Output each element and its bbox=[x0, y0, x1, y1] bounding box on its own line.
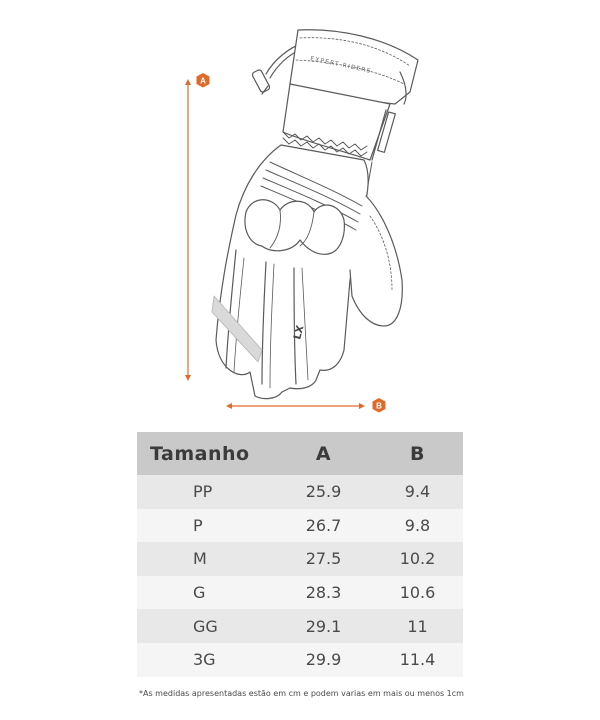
dimension-a-label: A bbox=[200, 76, 206, 86]
cell-b: 10.6 bbox=[399, 583, 436, 603]
cell-a: 28.3 bbox=[305, 583, 342, 603]
table-row bbox=[137, 509, 463, 543]
cell-a: 29.9 bbox=[305, 650, 342, 670]
cell-size: M bbox=[193, 549, 207, 569]
dimension-b-badge bbox=[373, 398, 386, 413]
header-b: B bbox=[372, 432, 463, 475]
cell-b: 9.8 bbox=[404, 515, 431, 535]
table-row bbox=[137, 542, 463, 576]
cell-b: 10.2 bbox=[399, 549, 436, 569]
table-row bbox=[137, 475, 463, 509]
cell-a: 25.9 bbox=[305, 482, 342, 502]
logo-text: LX bbox=[292, 324, 307, 341]
header-a: A bbox=[275, 432, 372, 475]
table-header-row bbox=[137, 432, 463, 475]
cell-a: 29.1 bbox=[305, 616, 342, 636]
brand-text: EXPERT RIDERS bbox=[309, 55, 373, 75]
cell-b: 11.4 bbox=[399, 650, 436, 670]
size-table bbox=[137, 432, 463, 677]
table-row bbox=[137, 643, 463, 677]
cell-size: PP bbox=[193, 482, 213, 502]
footnote: *As medidas apresentadas estão em cm e podem varias em mais ou menos 1cm bbox=[139, 689, 464, 698]
cell-size: G bbox=[193, 583, 206, 603]
cell-size: 3G bbox=[193, 650, 216, 670]
table-row bbox=[137, 576, 463, 610]
cell-b: 9.4 bbox=[404, 482, 431, 502]
cell-a: 26.7 bbox=[305, 515, 342, 535]
table-row bbox=[137, 609, 463, 643]
header-size: Tamanho bbox=[137, 432, 275, 475]
cell-b: 11 bbox=[407, 616, 428, 636]
glove-drawing bbox=[212, 30, 418, 399]
cell-a: 27.5 bbox=[305, 549, 342, 569]
dimension-b-label: B bbox=[376, 401, 382, 411]
cell-size: P bbox=[193, 515, 203, 535]
cell-size: GG bbox=[193, 616, 218, 636]
dimension-a-badge bbox=[197, 73, 210, 88]
